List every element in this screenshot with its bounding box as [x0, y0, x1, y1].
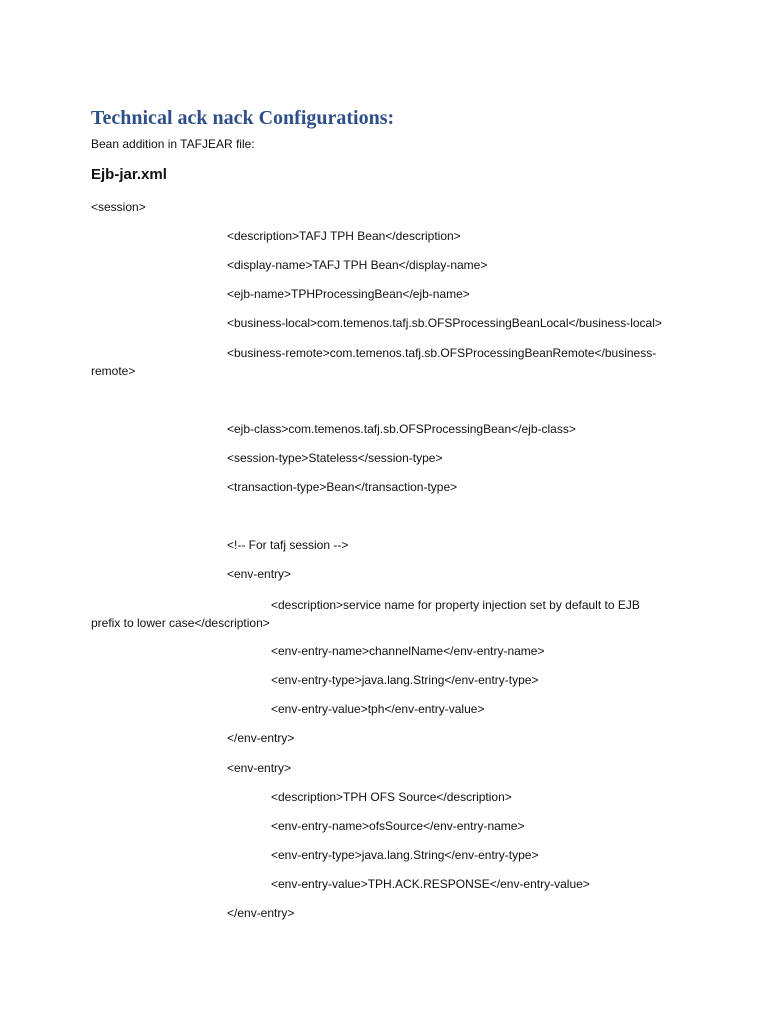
code-line: <env-entry-type>java.lang.String</env-entry-type> [271, 673, 539, 687]
code-line: <description>TPH OFS Source</description> [271, 790, 512, 804]
code-line: <env-entry-value>tph</env-entry-value> [271, 702, 485, 716]
code-line: <env-entry-type>java.lang.String</env-entry-type> [271, 848, 539, 862]
code-line: </env-entry> [227, 906, 295, 920]
code-line: <description>service name for property injection set by default to EJB [271, 598, 640, 612]
code-line: <env-entry-name>channelName</env-entry-name> [271, 644, 545, 658]
code-line: <!-- For tafj session --> [227, 538, 349, 552]
code-line: <env-entry-value>TPH.ACK.RESPONSE</env-entry-value> [271, 877, 590, 891]
code-line: <business-remote>com.temenos.tafj.sb.OFSProcessingBeanRemote</business- [227, 346, 657, 360]
code-line: <env-entry-name>ofsSource</env-entry-name> [271, 819, 525, 833]
code-line: <session> [91, 200, 146, 214]
code-line: <session-type>Stateless</session-type> [227, 451, 443, 465]
code-line: <transaction-type>Bean</transaction-type> [227, 480, 458, 494]
code-line: <ejb-class>com.temenos.tafj.sb.OFSProcessingBean</ejb-class> [227, 422, 576, 436]
code-line: <ejb-name>TPHProcessingBean</ejb-name> [227, 287, 470, 301]
code-line: prefix to lower case</description> [91, 616, 270, 630]
document-heading: Technical ack nack Configurations: [91, 107, 395, 129]
code-line: remote> [91, 364, 136, 378]
document-subheading: Bean addition in TAFJEAR file: [91, 137, 255, 151]
section-title: Ejb-jar.xml [91, 166, 167, 183]
code-line: <env-entry> [227, 567, 292, 581]
code-line: <env-entry> [227, 761, 292, 775]
code-line: </env-entry> [227, 731, 295, 745]
code-line: <description>TAFJ TPH Bean</description> [227, 229, 461, 243]
code-line: <display-name>TAFJ TPH Bean</display-name> [227, 258, 488, 272]
code-line: <business-local>com.temenos.tafj.sb.OFSProcessingBeanLocal</business-local> [227, 316, 662, 330]
